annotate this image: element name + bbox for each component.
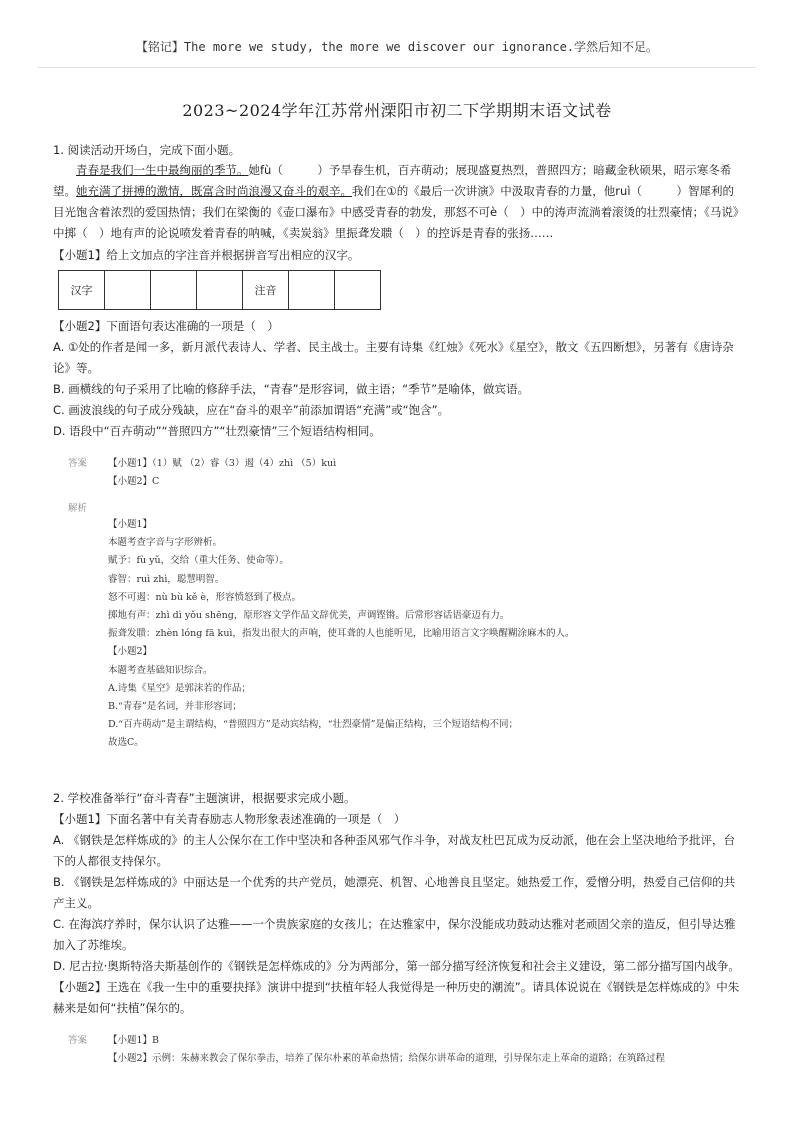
option-d: D. 尼古拉·奥斯特洛夫斯基创作的《钢铁是怎样炼成的》分为两部分，第一部分描写经济恢复和社会主义建设，第二部分描写国内战争。 bbox=[53, 959, 740, 973]
page-title: 2023~2024学年江苏常州溧阳市初二下学期期末语文试卷 bbox=[182, 101, 612, 120]
explanation-line: 本题考查基础知识综合。 bbox=[108, 664, 213, 676]
explanation-line: 赋予：fù yǔ，交给（重大任务、使命等）。 bbox=[108, 555, 289, 567]
question-1-sub1: 【小题1】给上文加点的字注音并根据拼音写出相应的汉字。 bbox=[53, 248, 360, 262]
explanation-line: 掷地有声：zhì dì yǒu shēng，原形容文学作品文辞优美，声调铿锵。后常形容话语豪迈有力。 bbox=[108, 610, 510, 622]
underlined-sentence: 青春是我们一生中最绚丽的季节。 bbox=[76, 163, 249, 177]
table-label-zhuyin: 注音 bbox=[243, 271, 289, 310]
answer-line: 【小题2】C bbox=[108, 476, 160, 488]
option-a: A. ①处的作者是闻一多，新月派代表诗人、学者、民主战士。主要有诗集《红烛》《死水》《星空》，散文《五四断想》，另著有《唐诗杂论》等。 bbox=[53, 340, 734, 375]
wavy-underlined-sentence: 她充满了拼搏的激情，既富含时尚浪漫又奋斗的艰辛。 bbox=[76, 184, 352, 198]
explanation-line: 怒不可遏：nù bù kě è，形容愤怒到了极点。 bbox=[108, 591, 301, 603]
option-b: B. 画横线的句子采用了比喻的修辞手法，“青春”是形容词，做主语；“季节”是喻体，做宾语。 bbox=[53, 382, 530, 396]
explanation-line: D.“百卉萌动”是主谓结构，“普照四方”是动宾结构，“壮烈豪情”是偏正结构，三个短语结构不同； bbox=[108, 719, 518, 731]
passage-text-2: 我们在①的《最后一次讲演》中汲取青春的力量，他ruì（ ）智犀利的目光饱含着浓烈的爱国热情；我们在梁衡的《壶口瀑布》中感受青春的勃发，那怒不可è（ ）中的涛声流淌着滚烫的壮烈豪情；《马说》中掷（ ）地有声的论说喷发着青春的呐喊，《卖炭翁》里振聋发聩（ ）的控诉是青春的张扬…… bbox=[53, 184, 739, 240]
question-1-heading: 1. 阅读活动开场白，完成下面小题。 bbox=[53, 143, 241, 157]
answer-cell[interactable] bbox=[335, 271, 381, 310]
passage-text-1: 她fù（ ）予旱春生机，百卉萌动；展现盛夏热烈，普照四方；暗藏金秋硕果，昭示寒冬希望。 bbox=[53, 163, 732, 198]
answer-line: 【小题1】B bbox=[108, 1035, 160, 1046]
explanation-line: B.“青春”是名词，并非形容词； bbox=[108, 701, 242, 713]
answer-line: 【小题1】（1）赋 （2）睿（3）遏（4）zhì （5）kuì bbox=[108, 458, 337, 469]
question-2 bbox=[53, 788, 743, 1019]
explanation-line: 本题考查字音与字形辨析。 bbox=[108, 537, 223, 549]
explanation-line: 故选C。 bbox=[108, 737, 144, 749]
answer-cell[interactable] bbox=[197, 271, 243, 310]
answer-cell[interactable] bbox=[289, 271, 335, 310]
answer-tag: 答案 bbox=[68, 458, 88, 469]
explanation-line: 【小题2】 bbox=[108, 646, 153, 658]
explanation-line: 【小题1】 bbox=[108, 519, 153, 530]
pinyin-table bbox=[58, 270, 381, 310]
header-divider bbox=[38, 67, 756, 68]
motto-banner: 【铭记】The more we study, the more we discover our ignorance.学然后知不足。 bbox=[135, 40, 659, 54]
answer-tag: 答案 bbox=[68, 1035, 88, 1046]
explanation-line: A.诗集《星空》是郭沫若的作品； bbox=[108, 682, 251, 694]
option-d: D. 语段中“百卉萌动”“普照四方”“壮烈豪情”三个短语结构相同。 bbox=[53, 424, 381, 438]
option-a: A. 《钢铁是怎样炼成的》的主人公保尔在工作中坚决和各种歪风邪气作斗争，对战友杜巴瓦成为反动派，他在会上坚决地给予批评，台下的人都很支持保尔。 bbox=[53, 833, 735, 868]
option-c: C. 画波浪线的句子成分残缺，应在“奋斗的艰辛”前添加谓语“充满”或“饱含”。 bbox=[53, 403, 450, 417]
option-b: B. 《钢铁是怎样炼成的》中丽达是一个优秀的共产党员，她漂亮、机智、心地善良且坚定。她热爱工作，爱憎分明，热爱自己信仰的共产主义。 bbox=[53, 875, 736, 910]
answer-line: 【小题2】示例：朱赫来教会了保尔拳击，培养了保尔朴素的革命热情；给保尔讲革命的道理，引导保尔走上革命的道路；在筑路过程 bbox=[108, 1053, 666, 1065]
explanation-tag: 解析 bbox=[68, 503, 88, 514]
sub2-stem: 【小题2】下面语句表达准确的一项是（ ） bbox=[53, 319, 279, 333]
explanation-line: 睿智：ruì zhì，聪慧明智。 bbox=[108, 573, 225, 585]
question-1-sub2 bbox=[53, 316, 743, 442]
question-2-heading: 2. 学校准备举行“奋斗青春”主题演讲，根据要求完成小题。 bbox=[53, 791, 356, 805]
table-label-hanzi: 汉字 bbox=[59, 271, 105, 310]
question-2-sub2: 【小题2】王选在《我一生中的重要抉择》演讲中提到“扶植年轻人我觉得是一种历史的潮流”。请具体说说在《钢铁是怎样炼成的》中朱赫来是如何“扶植”保尔的。 bbox=[53, 980, 740, 1015]
question-2-sub1: 【小题1】下面名著中有关青春励志人物形象表述准确的一项是（ ） bbox=[53, 812, 406, 826]
explanation-line: 振聋发聩：zhèn lóng fā kuì，指发出很大的声响，使耳聋的人也能听见，比喻用语言文字唤醒糊涂麻木的人。 bbox=[108, 628, 575, 640]
question-1-passage bbox=[53, 160, 741, 244]
option-c: C. 在海滨疗养时，保尔认识了达雅——一个贵族家庭的女孩儿；在达雅家中，保尔没能成功鼓动达雅对老顽固父亲的造反，但引导达雅加入了苏维埃。 bbox=[53, 917, 736, 952]
answer-cell[interactable] bbox=[151, 271, 197, 310]
answer-cell[interactable] bbox=[105, 271, 151, 310]
